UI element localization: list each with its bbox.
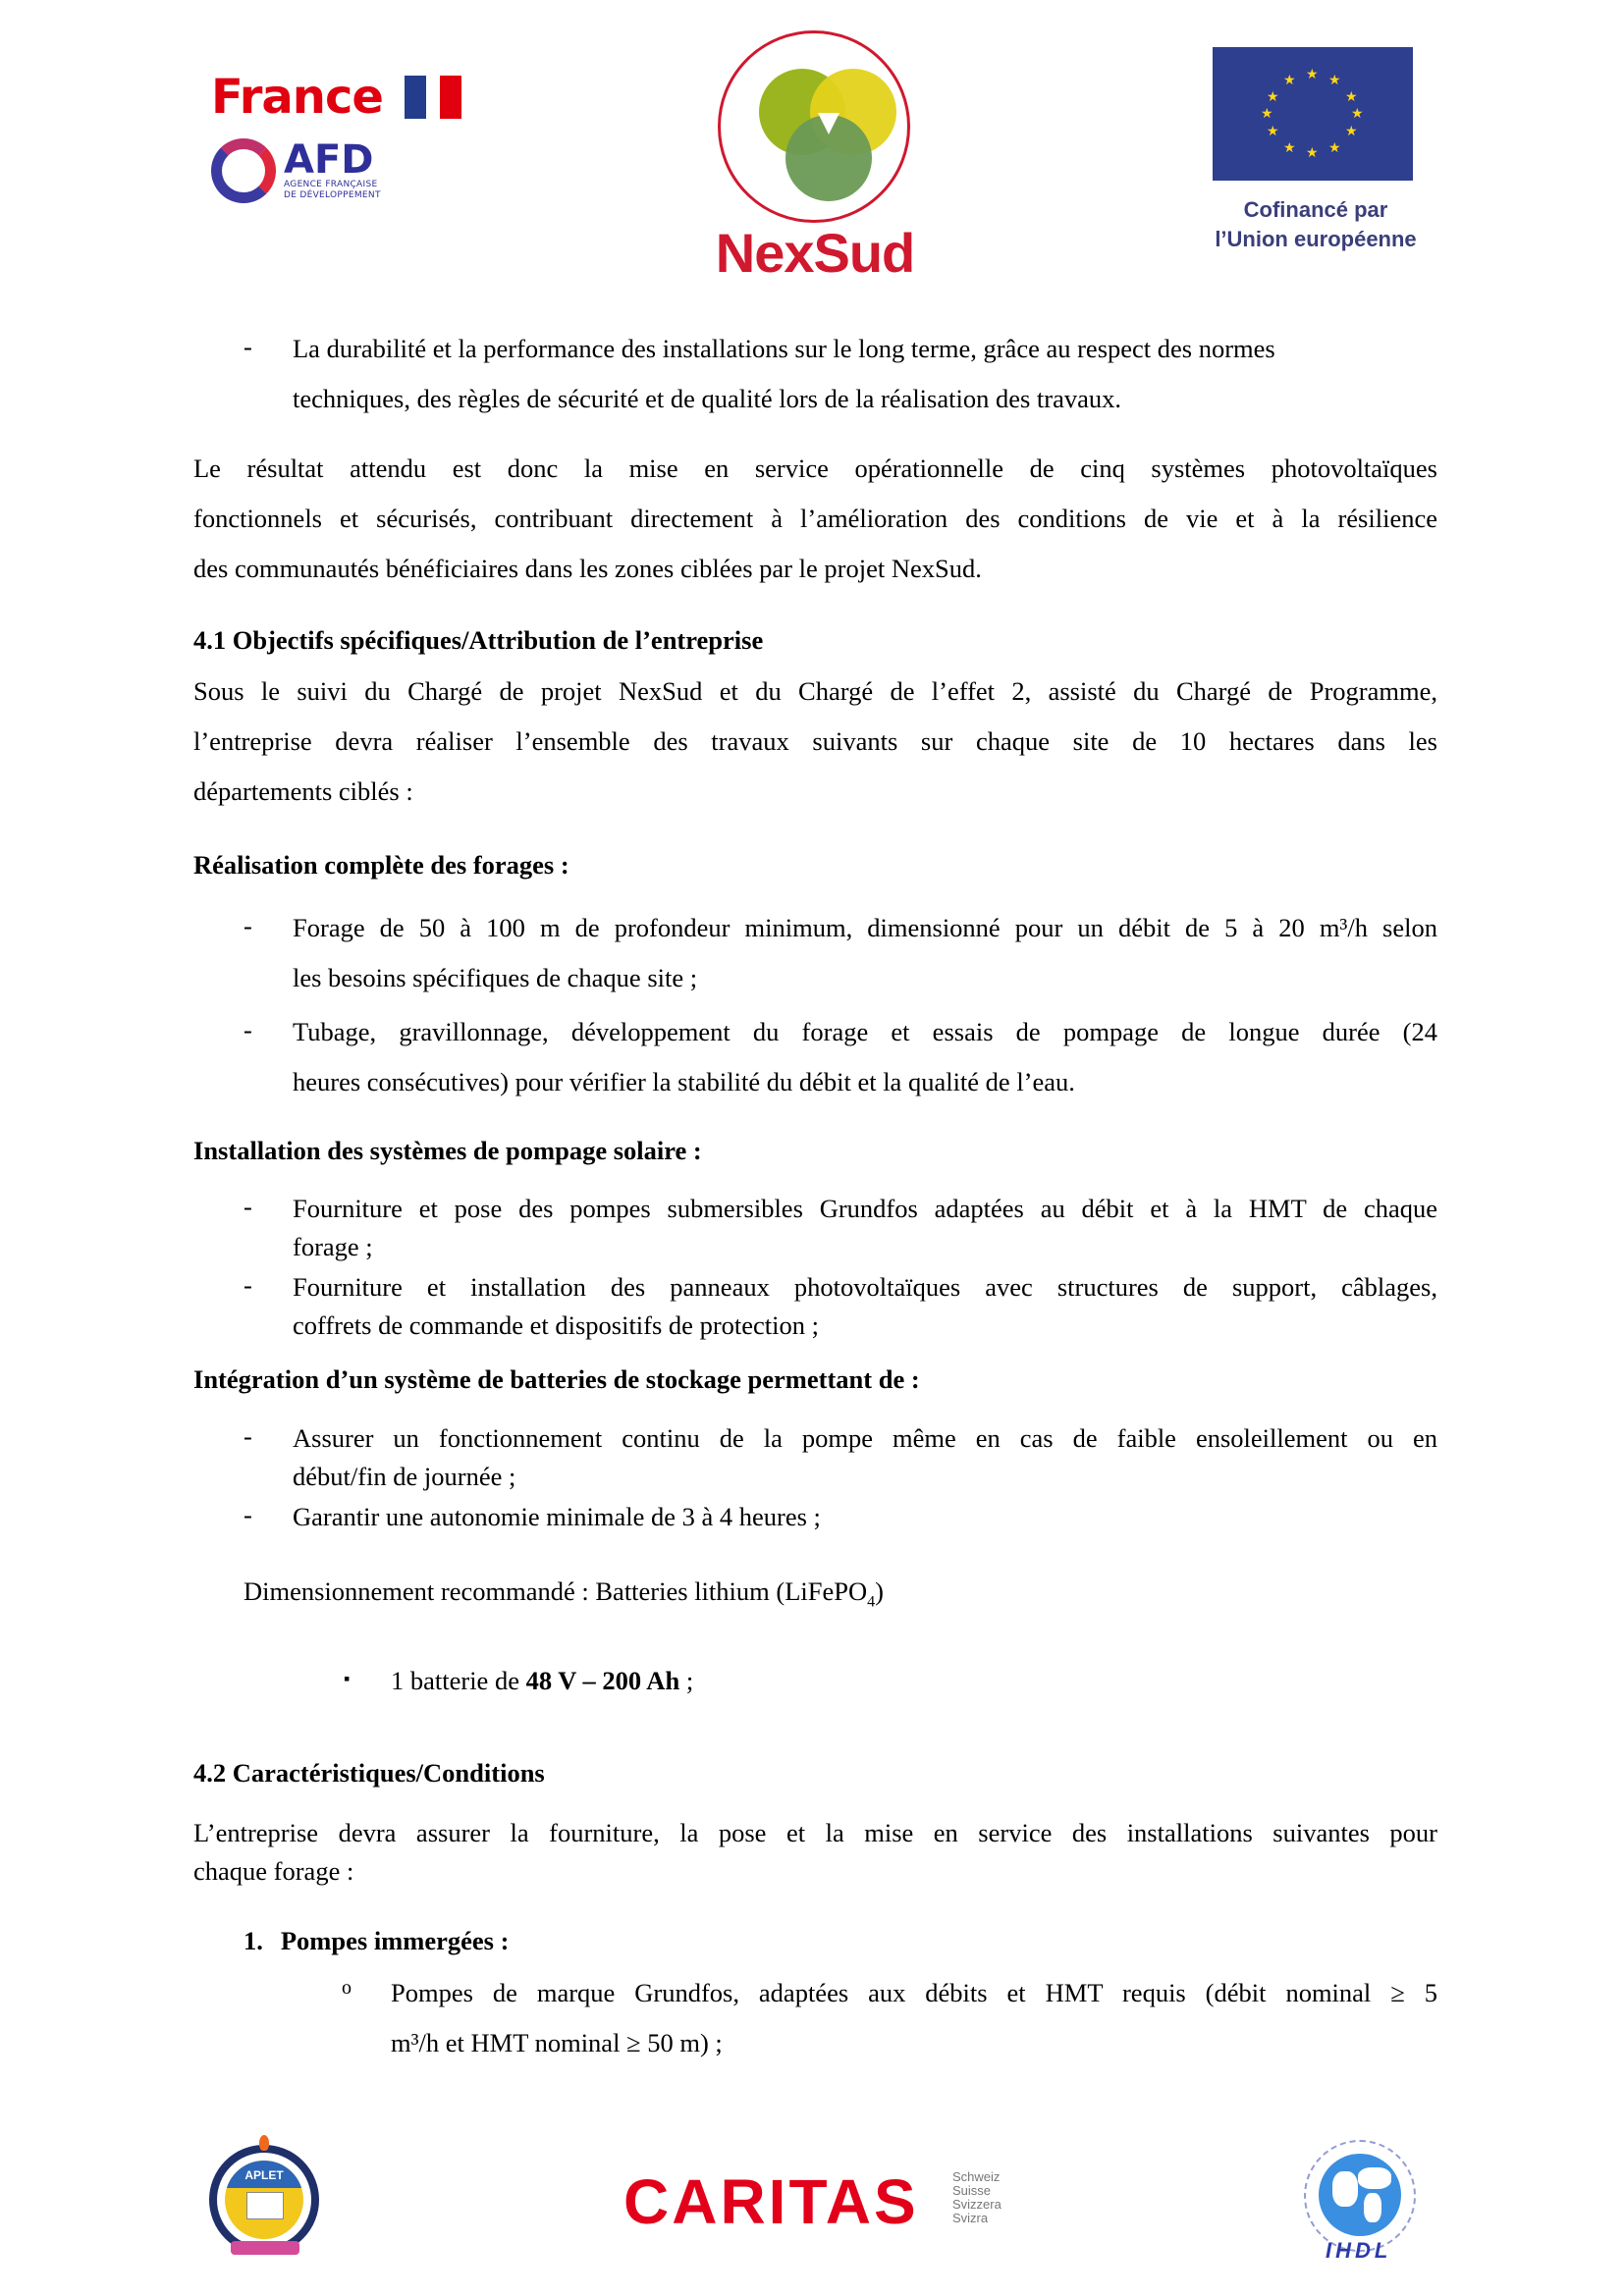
batteries-item-2 xyxy=(293,1498,1437,1536)
numbered-item-1 xyxy=(244,1926,509,1956)
caritas-logo xyxy=(619,2164,1011,2237)
text-line: Tubage, gravillonnage, développement du forage et essais de pompage de longue durée (24 xyxy=(293,1017,1437,1046)
france-wordmark: France xyxy=(211,70,383,125)
section-4-1-intro xyxy=(193,667,1437,817)
item-number: 1. xyxy=(244,1926,263,1955)
bullet-marker: - xyxy=(244,332,252,361)
pompes-subitem-1 xyxy=(391,1968,1437,2068)
text-line: début/fin de journée ; xyxy=(293,1462,516,1491)
aplet-ribbon-icon xyxy=(231,2241,299,2255)
intro-bullet-text xyxy=(293,324,1437,424)
bullet-marker: - xyxy=(244,911,252,940)
forages-heading: Réalisation complète des forages : xyxy=(193,850,569,880)
text-line: chaque forage : xyxy=(193,1856,354,1886)
text-line: La durabilité et la performance des installations sur le long terme, grâce au respect des normes xyxy=(293,334,1275,363)
afd-ring-icon xyxy=(211,138,276,203)
afd-line2: DE DÉVELOPPEMENT xyxy=(284,190,381,200)
caritas-lang: Svizra xyxy=(952,2211,989,2225)
afd-line1: AGENCE FRANÇAISE xyxy=(284,180,378,189)
text-line: techniques, des règles de sécurité et de qualité lors de la réalisation des travaux. xyxy=(293,384,1122,413)
french-flag-icon xyxy=(405,76,461,119)
text-line: Le résultat attendu est donc la mise en service opérationnelle de cinq systèmes photovoltaïques xyxy=(193,454,1437,483)
text-line: Forage de 50 à 100 m de profondeur minimum, dimensionné pour un débit de 5 à 20 m³/h selon xyxy=(293,913,1437,942)
caritas-languages xyxy=(952,2170,1001,2225)
afd-acronym: AFD xyxy=(284,137,374,183)
aplet-label: APLET xyxy=(225,2161,303,2188)
bullet-marker: - xyxy=(244,1270,252,1300)
text-line: Fourniture et pose des pompes submersibles Grundfos adaptées au débit et à la HMT de chaque xyxy=(293,1194,1437,1223)
bullet-marker: - xyxy=(244,1500,252,1529)
text-line: fonctionnels et sécurisés, contribuant directement à l’amélioration des conditions de vie et à la résilience xyxy=(193,504,1437,533)
bullet-marker: - xyxy=(244,1192,252,1221)
france-afd-logo xyxy=(211,70,496,231)
text-line: l’entreprise devra réaliser l’ensemble des travaux suivants sur chaque site de 10 hectares dans les xyxy=(193,726,1437,756)
sizing-label: Dimensionnement recommandé : Batteries lithium (LiFePO xyxy=(244,1576,868,1606)
text-line: heures consécutives) pour vérifier la stabilité du débit et la qualité de l’eau. xyxy=(293,1067,1075,1096)
eu-caption-line1: Cofinancé par xyxy=(1243,197,1388,222)
text-line: Fourniture et installation des panneaux photovoltaïques avec structures de support, câblages, xyxy=(293,1272,1437,1302)
pompage-heading: Installation des systèmes de pompage solaire : xyxy=(193,1136,702,1165)
text-line: m³/h et HMT nominal ≥ 50 m) ; xyxy=(391,2028,723,2057)
section-4-2-intro xyxy=(193,1814,1437,1891)
caritas-lang: Svizzera xyxy=(952,2197,1001,2212)
text-line: des communautés bénéficiaires dans les zones ciblées par le projet NexSud. xyxy=(193,554,982,583)
text-line: départements ciblés : xyxy=(193,776,413,806)
circle-bullet-icon: o xyxy=(342,1977,352,1999)
nexsud-nex: Nex xyxy=(715,222,814,284)
battery-sizing-recommendation xyxy=(244,1576,884,1611)
ihdl-acronym: IHDL xyxy=(1326,2238,1392,2263)
result-paragraph xyxy=(193,444,1437,594)
section-heading-4-1: 4.1 Objectifs spécifiques/Attribution de l’entreprise xyxy=(193,625,764,655)
sizing-close: ) xyxy=(875,1576,884,1606)
nexsud-sud: Sud xyxy=(813,222,915,284)
flame-icon xyxy=(259,2135,269,2151)
batteries-item-1 xyxy=(293,1419,1437,1496)
caritas-wordmark: CARITAS xyxy=(623,2166,919,2237)
text-line: coffrets de commande et dispositifs de protection ; xyxy=(293,1310,819,1340)
forages-item-1 xyxy=(293,903,1437,1003)
square-bullet-icon: ▪ xyxy=(344,1669,351,1688)
document-icon xyxy=(246,2192,284,2219)
text-line: Sous le suivi du Chargé de projet NexSud et du Chargé de l’effet 2, assisté du Chargé de Programme, xyxy=(193,676,1437,706)
text-line: Garantir une autonomie minimale de 3 à 4 heures ; xyxy=(293,1502,821,1531)
sizing-subscript: 4 xyxy=(867,1593,876,1611)
text-line: les besoins spécifiques de chaque site ; xyxy=(293,963,698,992)
text-line: Assurer un fonctionnement continu de la pompe même en cas de faible ensoleillement ou en xyxy=(293,1423,1437,1453)
battery-spec-value: 48 V – 200 Ah xyxy=(525,1666,680,1695)
forages-item-2 xyxy=(293,1007,1437,1107)
item-title: Pompes immergées : xyxy=(280,1926,510,1955)
section-heading-4-2: 4.2 Caractéristiques/Conditions xyxy=(193,1758,545,1788)
battery-spec-prefix: 1 batterie de xyxy=(391,1666,526,1695)
aplet-emblem-icon xyxy=(225,2161,303,2239)
eu-caption-line2: l’Union européenne xyxy=(1215,227,1417,251)
bullet-marker: - xyxy=(244,1015,252,1044)
text-line: L’entreprise devra assurer la fourniture, la pose et la mise en service des installations suivantes pour xyxy=(193,1818,1437,1847)
nexsud-wordmark xyxy=(712,222,918,284)
globe-icon xyxy=(1319,2154,1401,2236)
caritas-lang: Schweiz xyxy=(952,2169,1001,2184)
aplet-logo xyxy=(191,2135,339,2268)
batteries-heading: Intégration d’un système de batteries de stockage permettant de : xyxy=(193,1364,920,1394)
battery-spec-item xyxy=(391,1666,693,1696)
ihdl-logo xyxy=(1286,2132,1434,2269)
battery-spec-suffix: ; xyxy=(679,1666,694,1695)
pompage-item-1 xyxy=(293,1190,1437,1266)
nexsud-logo xyxy=(712,25,918,284)
bullet-marker: - xyxy=(244,1421,252,1451)
caritas-lang: Suisse xyxy=(952,2183,992,2198)
text-line: Pompes de marque Grundfos, adaptées aux débits et HMT requis (débit nominal ≥ 5 xyxy=(391,1978,1437,2007)
text-line: forage ; xyxy=(293,1232,373,1261)
pompage-item-2 xyxy=(293,1268,1437,1345)
eu-flag-icon: ★ ★ ★ ★ ★ ★ ★ ★ ★ ★ ★ ★ xyxy=(1213,47,1413,181)
eu-cofunding-logo xyxy=(1193,44,1438,260)
